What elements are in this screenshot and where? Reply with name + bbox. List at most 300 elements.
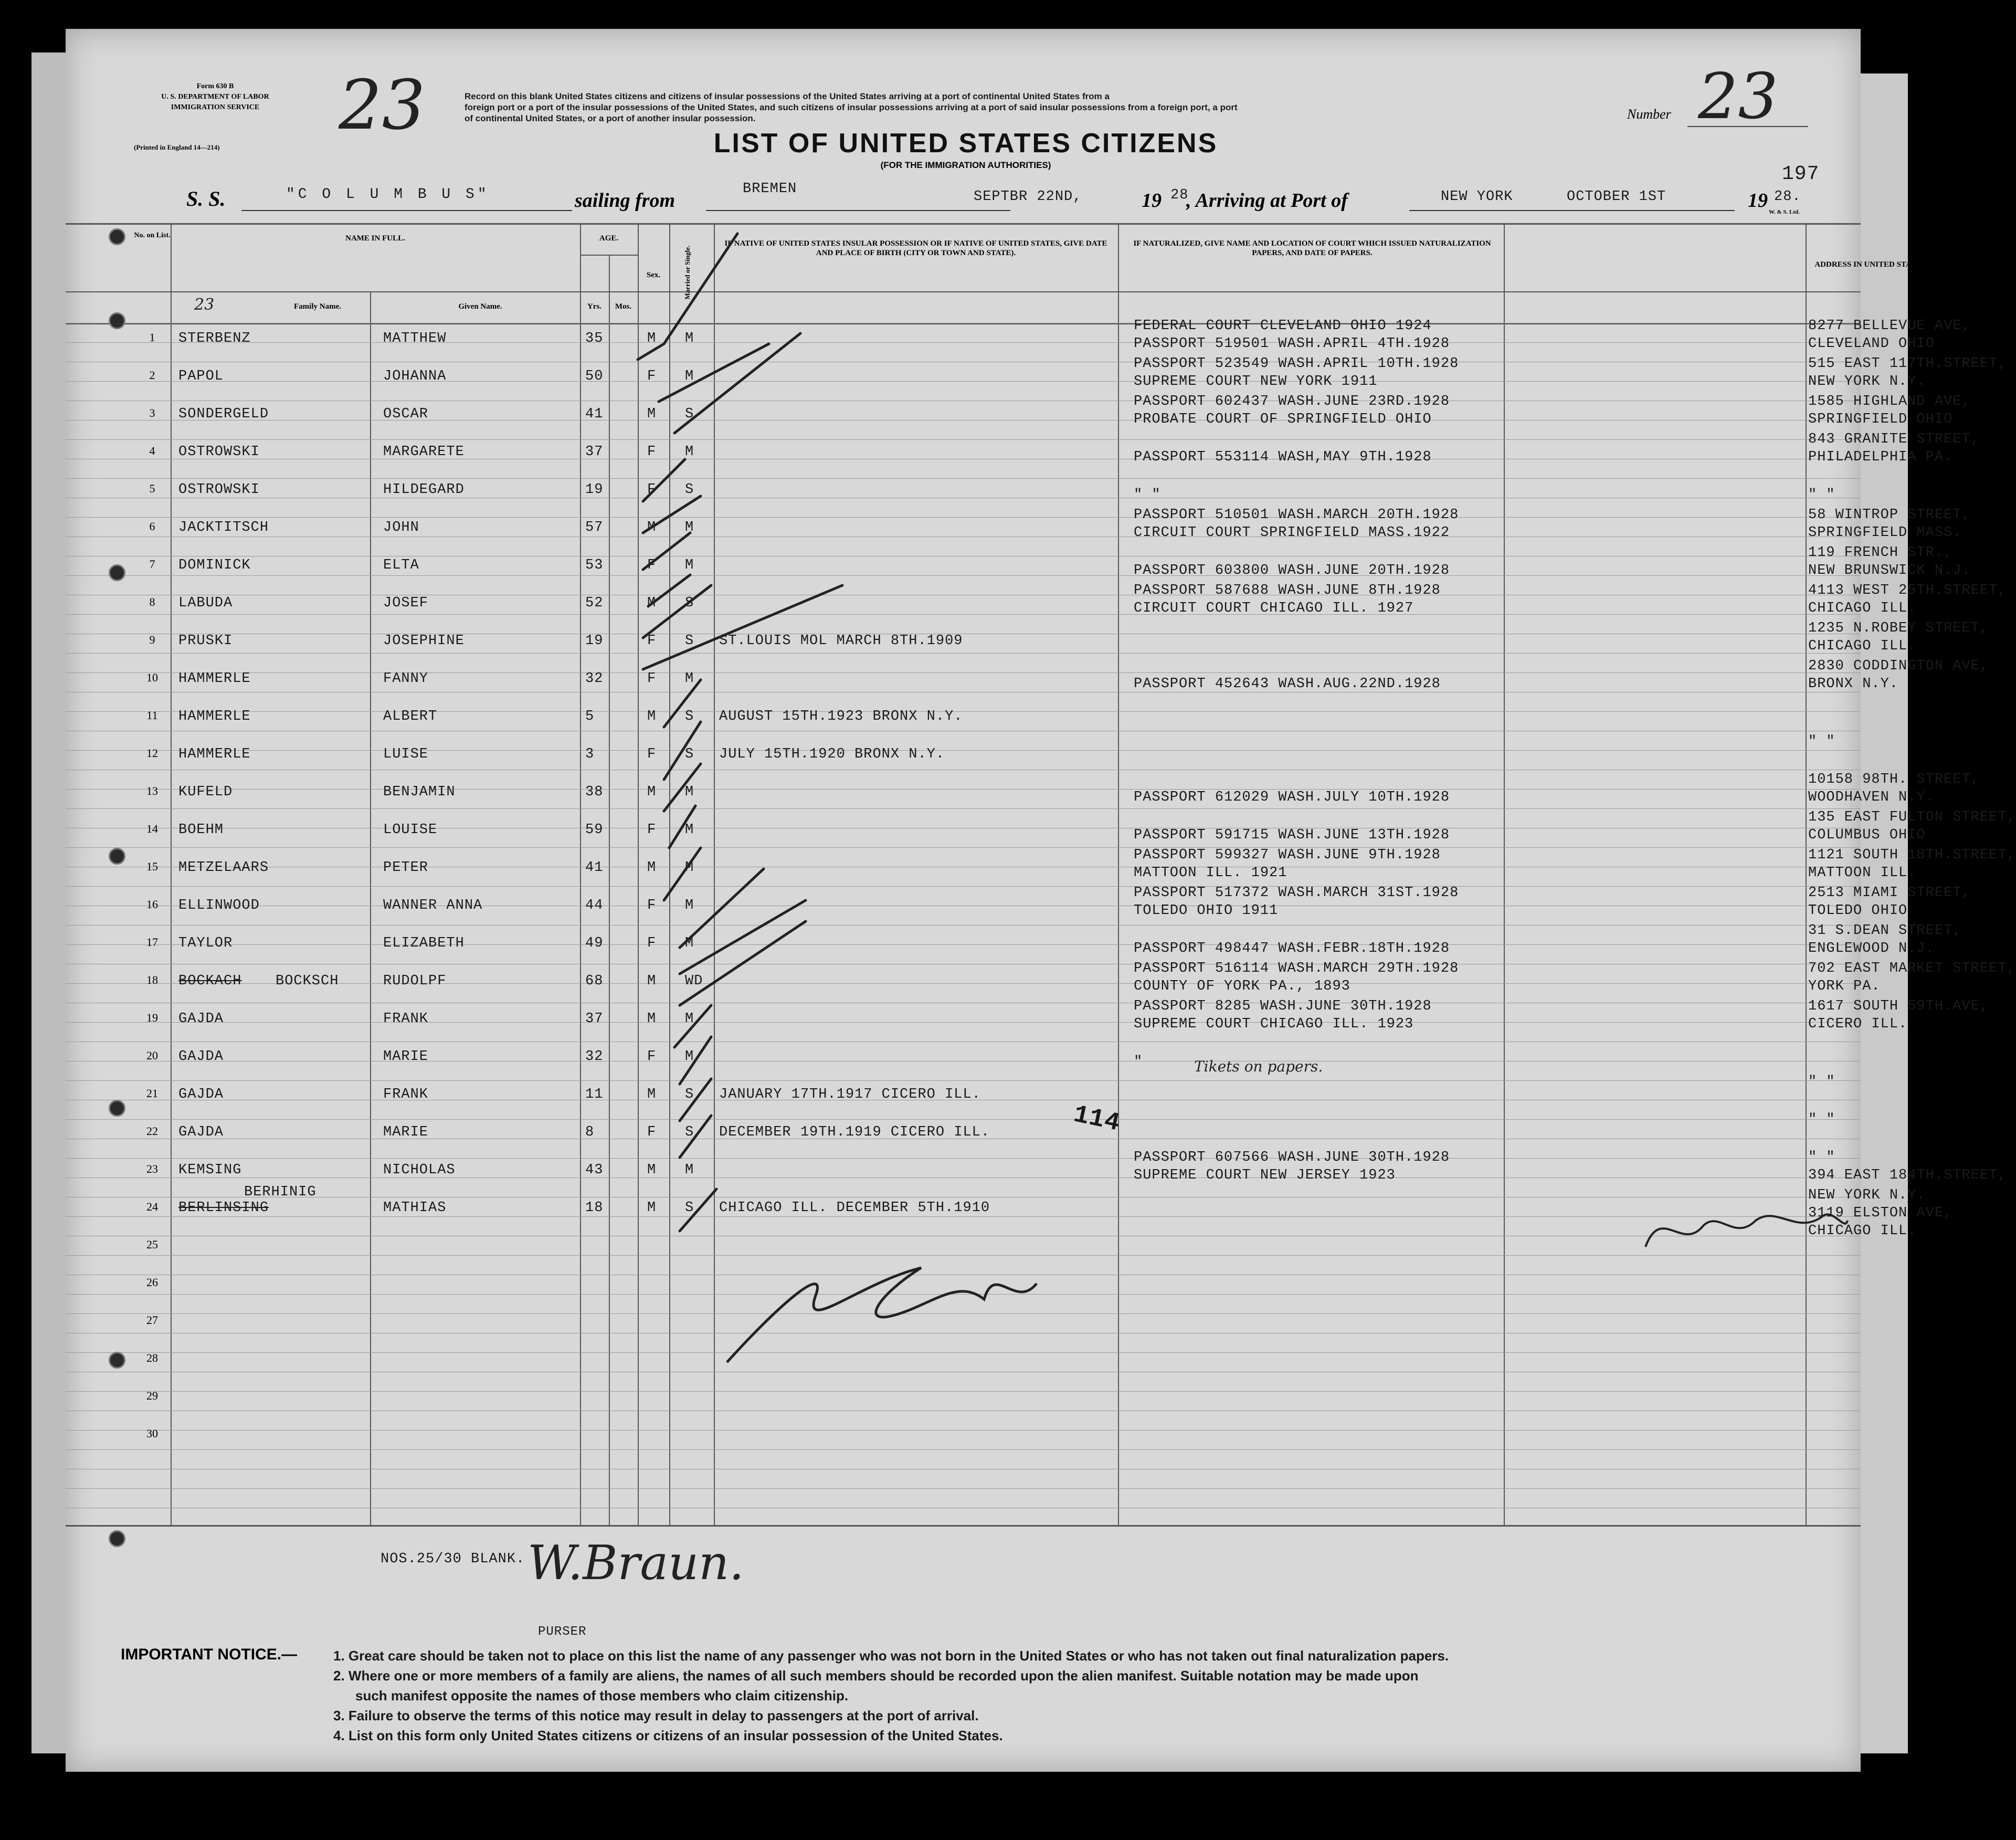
- given-name: HILDEGARD: [383, 482, 465, 498]
- blank-note: NOS.25/30 BLANK.: [381, 1551, 525, 1567]
- punch-hole: [109, 1100, 125, 1117]
- address-line-2: 3119 ELSTON AVE,: [1808, 1205, 1953, 1221]
- naturalization-line-1: PASSPORT 510501 WASH.MARCH 20TH.1928: [1134, 507, 1459, 523]
- row-number: 22: [146, 1124, 158, 1138]
- notice-item: 2. Where one or more members of a family are aliens, the names of all such members should be recorded upon the alien manifest. Suitable notation may be made upon: [333, 1668, 1419, 1684]
- birth-date-place: JANUARY 17TH.1917 CICERO ILL.: [719, 1087, 981, 1102]
- address-line-1: 843 GRANITE STREET,: [1808, 432, 1980, 447]
- birth-date-place: ST.LOUIS MOL MARCH 8TH.1909: [719, 633, 963, 649]
- ruled-line: [66, 672, 1861, 673]
- manifest-page: [66, 29, 2016, 1772]
- marital-status: S: [685, 1124, 694, 1140]
- description-line-2: foreign port or a port of the insular possessions of the United States, and such citizens of insular possessions arriving at a port of said insular possessions from a foreign port, a port: [465, 102, 1238, 112]
- family-name: BERLINSING: [178, 1200, 269, 1216]
- marital-status: WD: [685, 973, 703, 989]
- given-name: MARIE: [383, 1124, 429, 1140]
- given-name: MATHIAS: [383, 1200, 447, 1216]
- punch-hole: [109, 1530, 125, 1547]
- address-line-2: NEW BRUNSWICK N.J.: [1808, 563, 1971, 579]
- notice-item: 3. Failure to observe the terms of this notice may result in delay to passengers at the port of arrival.: [333, 1708, 979, 1723]
- address-line-1: 515 EAST 117TH.STREET,: [1808, 356, 2007, 372]
- arriving-label: , Arriving at Port of: [1186, 190, 1348, 212]
- header-no-on-list: No. on List.: [134, 232, 171, 239]
- given-name: MARGARETE: [383, 444, 465, 460]
- family-name: KEMSING: [178, 1162, 242, 1178]
- naturalization-line-2: MATTOON ILL. 1921: [1134, 865, 1287, 881]
- ruled-line: [66, 1119, 1861, 1120]
- row-number: 16: [146, 898, 158, 911]
- marital-status: S: [685, 1200, 694, 1216]
- address-line-1: 135 EAST FULTON STREET,: [1808, 809, 2016, 825]
- port-from: BREMEN: [743, 181, 797, 197]
- punch-hole: [109, 848, 125, 865]
- address-line-1: 2513 MIAMI STREET,: [1808, 885, 1971, 901]
- sex: M: [647, 331, 657, 346]
- given-name: NICHOLAS: [383, 1162, 456, 1178]
- sex: M: [647, 520, 657, 535]
- header-family-name: Family Name.: [294, 302, 341, 311]
- ruled-line: [66, 1022, 1861, 1023]
- page-stamp-number: 197: [1782, 163, 1820, 185]
- age-years: 52: [585, 595, 604, 611]
- check-mark: [638, 234, 737, 360]
- family-name: OSTROWSKI: [178, 444, 260, 460]
- family-name: HAMMERLE: [178, 671, 251, 687]
- age-sub-rule: [580, 255, 638, 256]
- row-number: 2: [149, 369, 155, 382]
- check-mark: [680, 1116, 711, 1158]
- marital-status: M: [685, 822, 694, 838]
- ruled-line: [66, 342, 1861, 343]
- address-scribble: [1640, 1200, 1850, 1257]
- row-number: 20: [146, 1049, 158, 1062]
- address-line-1: 119 FRENCH STR.,: [1808, 545, 1953, 561]
- year-to: 28.: [1774, 189, 1801, 205]
- naturalization-line-2: SUPREME COURT NEW JERSEY 1923: [1134, 1168, 1396, 1183]
- address-line-2: SPRINGFIELD OHIO: [1808, 412, 1953, 427]
- punch-hole: [109, 1352, 125, 1369]
- address-line-1: 4113 WEST 25TH.STREET,: [1808, 583, 2007, 598]
- sex: F: [647, 1049, 657, 1065]
- address-line-1: 31 S.DEAN STREET,: [1808, 923, 1962, 939]
- family-name: HAMMERLE: [178, 746, 251, 762]
- punch-hole: [109, 228, 125, 245]
- family-name: HAMMERLE: [178, 709, 251, 724]
- sex: F: [647, 1124, 657, 1140]
- header-married-single: Married or Single.: [683, 245, 691, 300]
- age-years: 57: [585, 520, 604, 535]
- marital-status: M: [685, 935, 694, 951]
- notice-item: 1. Great care should be taken not to place on this list the name of any passenger who was not born in the United States or who has not taken out final naturalization papers.: [333, 1648, 1449, 1664]
- row-number: 15: [146, 860, 158, 873]
- ruled-line: [66, 653, 1861, 654]
- family-name: ELLINWOOD: [178, 898, 260, 913]
- check-mark: [664, 680, 701, 727]
- number-label: Number: [1627, 107, 1671, 122]
- address-line-2: PHILADELPHIA PA.: [1808, 449, 1953, 465]
- col-line-addr: [1806, 223, 1807, 1525]
- row-number: 30: [146, 1427, 158, 1440]
- sex: F: [647, 444, 657, 460]
- age-years: 37: [585, 444, 604, 460]
- family-name: TAYLOR: [178, 935, 233, 951]
- header-given-name: Given Name.: [458, 302, 502, 311]
- number-underline: [1687, 126, 1808, 127]
- address-line-1: 1617 SOUTH 59TH.AVE,: [1808, 998, 1989, 1014]
- address-line-2: CLEVELAND OHIO: [1808, 336, 1935, 352]
- check-mark: [674, 1005, 711, 1047]
- marital-status: M: [685, 1049, 694, 1065]
- address-line-2: CICERO ILL.: [1808, 1016, 1908, 1032]
- naturalization-line-2: PASSPORT 603800 WASH.JUNE 20TH.1928: [1134, 563, 1450, 579]
- age-years: 8: [585, 1124, 595, 1140]
- department-label: U. S. DEPARTMENT OF LABOR: [161, 93, 269, 101]
- col-line-birth: [1118, 223, 1119, 1525]
- naturalization-line-2: SUPREME COURT CHICAGO ILL. 1923: [1134, 1016, 1414, 1032]
- sex: M: [647, 784, 657, 800]
- address-line-2: ENGLEWOOD N.J.: [1808, 941, 1935, 956]
- purser-label: PURSER: [538, 1625, 587, 1639]
- page-title: LIST OF UNITED STATES CITIZENS: [713, 128, 1218, 159]
- naturalization-line-2: SUPREME COURT NEW YORK 1911: [1134, 374, 1378, 390]
- naturalization-line-2: PASSPORT 519501 WASH.APRIL 4TH.1928: [1134, 336, 1450, 352]
- check-mark: [680, 1079, 711, 1121]
- sex: F: [647, 633, 657, 649]
- naturalization-line-1: PASSPORT 8285 WASH.JUNE 30TH.1928: [1134, 998, 1432, 1014]
- naturalization-line-1: PASSPORT 607566 WASH.JUNE 30TH.1928: [1134, 1150, 1450, 1165]
- given-name: BENJAMIN: [383, 784, 456, 800]
- sailing-label: sailing from: [575, 190, 675, 212]
- check-mark: [643, 459, 685, 501]
- row-number: 23: [146, 1162, 158, 1175]
- given-name: ALBERT: [383, 709, 438, 724]
- address-line-1: 1121 SOUTH 18TH.STREET,: [1808, 847, 2016, 863]
- marital-status: S: [685, 709, 694, 724]
- ss-label: S. S.: [186, 187, 226, 211]
- naturalization-line-1: PASSPORT 587688 WASH.JUNE 8TH.1928: [1134, 583, 1441, 598]
- age-years: 3: [585, 746, 595, 762]
- family-name: GAJDA: [178, 1049, 224, 1065]
- given-name: RUDOLPF: [383, 973, 447, 989]
- check-mark: [643, 585, 842, 669]
- family-name: OSTROWSKI: [178, 482, 260, 498]
- address-line-1: 10158 98TH. STREET,: [1808, 772, 1980, 787]
- header-address: ADDRESS IN UNITED STATES.: [1814, 260, 1928, 269]
- family-name: KUFELD: [178, 784, 233, 800]
- family-name: GAJDA: [178, 1011, 224, 1027]
- sex: F: [647, 935, 657, 951]
- address-line-2: 394 EAST 184TH.STREET,: [1808, 1168, 2007, 1183]
- page-edge-left: [31, 52, 68, 1753]
- address-line-1: " ": [1808, 1112, 1835, 1128]
- col-line-no: [171, 223, 172, 1525]
- col-line-family: [370, 291, 371, 1525]
- row-number: 14: [146, 822, 158, 835]
- given-name: ELIZABETH: [383, 935, 465, 951]
- address-line-2: CHICAGO ILL.: [1808, 601, 1917, 616]
- table-top-rule: [66, 223, 1861, 225]
- naturalization-line-2: PASSPORT 452643 WASH.AUG.22ND.1928: [1134, 676, 1441, 692]
- ruled-line: [66, 1449, 1861, 1450]
- sex: M: [647, 709, 657, 724]
- birth-date-place: JULY 15TH.1920 BRONX N.Y.: [719, 746, 945, 762]
- ruled-line: [66, 517, 1861, 518]
- row-number: 3: [149, 406, 155, 419]
- naturalization-line-1: PASSPORT 516114 WASH.MARCH 29TH.1928: [1134, 961, 1459, 976]
- age-years: 32: [585, 1049, 604, 1065]
- marital-status: S: [685, 406, 694, 422]
- address-line-1: 2830 CODDINGTON AVE,: [1808, 658, 1989, 674]
- birth-date-place: CHICAGO ILL. DECEMBER 5TH.1910: [719, 1200, 990, 1216]
- family-name: LABUDA: [178, 595, 233, 611]
- col-line-name: [580, 223, 581, 1525]
- marital-status: M: [685, 898, 694, 913]
- marital-status: M: [685, 520, 694, 535]
- date-from: SEPTBR 22ND,: [974, 189, 1082, 205]
- address-line-2: CHICAGO ILL.: [1808, 638, 1917, 654]
- sex: M: [647, 595, 657, 611]
- notice-item: such manifest opposite the names of those members who claim citizenship.: [355, 1688, 849, 1704]
- row-number: 26: [146, 1276, 158, 1289]
- ruled-line: [66, 925, 1861, 926]
- check-mark: [680, 869, 764, 948]
- row-number: 17: [146, 935, 158, 949]
- row-number: 6: [149, 520, 155, 533]
- address-line-2: BRONX N.Y.: [1808, 676, 1899, 692]
- sex: F: [647, 746, 657, 762]
- address-line-2: COLUMBUS OHIO: [1808, 827, 1926, 843]
- col-line-yrs: [609, 255, 610, 1525]
- purser-signature: W.Braun.: [527, 1536, 744, 1591]
- address-line-1: 702 EAST MARKET STREET,: [1808, 961, 2016, 976]
- naturalization-line-2: TOLEDO OHIO 1911: [1134, 903, 1279, 919]
- age-years: 37: [585, 1011, 604, 1027]
- date-to: OCTOBER 1ST: [1567, 189, 1666, 205]
- family-name-corrected: BOCKSCH: [276, 973, 339, 989]
- header-mos: Mos.: [615, 302, 632, 311]
- marital-status: S: [685, 595, 694, 611]
- marital-status: S: [685, 746, 694, 762]
- ruled-line: [66, 711, 1861, 712]
- row-number: 9: [149, 633, 155, 646]
- header-list-number: 23: [194, 296, 215, 314]
- age-years: 49: [585, 935, 604, 951]
- age-years: 44: [585, 898, 604, 913]
- age-years: 19: [585, 633, 604, 649]
- row-number: 13: [146, 784, 158, 797]
- form-agency-block: [155, 81, 276, 113]
- header-naturalized: IF NATURALIZED, GIVE NAME AND LOCATION OF COURT WHICH ISSUED NATURALIZATION PAPERS, AND DATE OF PAPERS.: [1133, 239, 1491, 257]
- birth-date-place: DECEMBER 19TH.1919 CICERO ILL.: [719, 1124, 990, 1140]
- row-number: 12: [146, 746, 158, 760]
- given-name: MARIE: [383, 1049, 429, 1065]
- naturalization-line-1: PASSPORT 599327 WASH.JUNE 9TH.1928: [1134, 847, 1441, 863]
- sex: M: [647, 1087, 657, 1102]
- sex: M: [647, 973, 657, 989]
- family-name: PAPOL: [178, 369, 224, 384]
- row-number: 21: [146, 1087, 158, 1100]
- form-description: [465, 91, 1556, 124]
- naturalization-line-2: PROBATE COURT OF SPRINGFIELD OHIO: [1134, 412, 1432, 427]
- address-line-2: " ": [1808, 487, 1835, 503]
- address-line-1: 1235 N.ROBEY STREET,: [1808, 621, 1989, 636]
- row-number: 19: [146, 1011, 158, 1024]
- marital-status: M: [685, 331, 694, 346]
- naturalization-line-2: COUNTY OF YORK PA., 1893: [1134, 979, 1350, 994]
- naturalization-line-1: PASSPORT 602437 WASH.JUNE 23RD.1928: [1134, 394, 1450, 409]
- age-years: 35: [585, 331, 604, 346]
- ruled-line: [66, 789, 1861, 790]
- family-name: SONDERGELD: [178, 406, 269, 422]
- given-name: LOUISE: [383, 822, 438, 838]
- notice-heading: IMPORTANT NOTICE.—: [121, 1646, 298, 1663]
- check-mark: [669, 806, 695, 848]
- notice-list: [333, 1646, 1855, 1746]
- sex: F: [647, 898, 657, 913]
- address-line-1: 1585 HIGHLAND AVE,: [1808, 394, 1971, 409]
- ruled-line: [66, 439, 1861, 440]
- marital-status: S: [685, 633, 694, 649]
- ruled-line: [66, 944, 1861, 945]
- marital-status: M: [685, 671, 694, 687]
- service-label: IMMIGRATION SERVICE: [171, 103, 260, 111]
- row-number: 27: [146, 1313, 158, 1327]
- year-prefix: 19: [1142, 190, 1162, 212]
- family-name: PRUSKI: [178, 633, 233, 649]
- check-marks: [632, 218, 895, 1268]
- address-line-1: 58 WINTROP STREET,: [1808, 507, 1971, 523]
- ruled-line: [66, 1216, 1861, 1217]
- naturalization-line-1: PASSPORT 517372 WASH.MARCH 31ST.1928: [1134, 885, 1459, 901]
- ruled-line: [66, 1430, 1861, 1431]
- given-name: PETER: [383, 860, 429, 876]
- age-years: 50: [585, 369, 604, 384]
- address-line-extra: CHICAGO ILL.: [1808, 1223, 1917, 1239]
- marital-status: M: [685, 369, 694, 384]
- marital-status: S: [685, 1087, 694, 1102]
- row-number: 18: [146, 973, 158, 986]
- given-name: JOHANNA: [383, 369, 447, 384]
- ruled-line: [66, 847, 1861, 848]
- ruled-line: [66, 808, 1861, 809]
- sex: F: [647, 822, 657, 838]
- ruled-line: [66, 381, 1861, 382]
- check-mark: [680, 1189, 716, 1231]
- punch-hole: [109, 564, 125, 581]
- row-number: 7: [149, 558, 155, 571]
- family-name: JACKTITSCH: [178, 520, 269, 535]
- marital-status: M: [685, 784, 694, 800]
- address-line-1: " ": [1808, 1074, 1835, 1090]
- address-line-2: NEW YORK N.Y.: [1808, 374, 1926, 390]
- naturalization-line-2: CIRCUIT COURT SPRINGFIELD MASS.1922: [1134, 525, 1450, 541]
- sex: M: [647, 406, 657, 422]
- handwritten-note: Tikets on papers.: [1194, 1058, 1323, 1075]
- port-from-line: [706, 210, 1010, 211]
- age-years: 11: [585, 1087, 604, 1102]
- row-number: 28: [146, 1351, 158, 1364]
- notice-item: 4. List on this form only United States citizens or citizens of an insular possession of the United States.: [333, 1728, 1003, 1743]
- row-number: 4: [149, 444, 155, 457]
- age-years: 32: [585, 671, 604, 687]
- row-number: 8: [149, 595, 155, 608]
- sex: M: [647, 1162, 657, 1178]
- check-mark: [664, 848, 701, 900]
- row-number: 5: [149, 482, 155, 495]
- header-sex: Sex.: [646, 271, 661, 279]
- age-years: 59: [585, 822, 604, 838]
- given-name: FRANK: [383, 1011, 429, 1027]
- row-number: 11: [146, 709, 158, 722]
- header-middle-rule: [66, 291, 1861, 292]
- marital-status: S: [685, 482, 694, 498]
- sex: F: [647, 369, 657, 384]
- form-number: Form 630 B: [196, 82, 234, 90]
- family-name: STERBENZ: [178, 331, 251, 346]
- naturalization-line-2: PASSPORT 498447 WASH.FEBR.18TH.1928: [1134, 941, 1450, 956]
- marital-status: M: [685, 1011, 694, 1027]
- age-years: 43: [585, 1162, 604, 1178]
- ship-line: [241, 210, 572, 211]
- given-name: JOHN: [383, 520, 419, 535]
- sex: M: [647, 1200, 657, 1216]
- address-line-2: MATTOON ILL.: [1808, 865, 1917, 881]
- family-name: BOCKACH: [178, 973, 242, 989]
- sex: M: [647, 860, 657, 876]
- age-years: 53: [585, 558, 604, 573]
- row-number: 24: [146, 1200, 158, 1213]
- ruled-line: [66, 1177, 1861, 1178]
- punch-hole: [109, 312, 125, 329]
- number-value: 23: [1698, 60, 1778, 133]
- given-name: MATTHEW: [383, 331, 447, 346]
- age-years: 68: [585, 973, 604, 989]
- naturalization-line-2: PASSPORT 591715 WASH.JUNE 13TH.1928: [1134, 827, 1450, 843]
- naturalization-line-2: CIRCUIT COURT CHICAGO ILL. 1927: [1134, 601, 1414, 616]
- row-number: 1: [149, 331, 155, 344]
- header-yrs: Yrs.: [587, 302, 602, 311]
- age-years: 19: [585, 482, 604, 498]
- address-line-1: NEW YORK N.Y.: [1808, 1187, 1926, 1203]
- given-name: JOSEF: [383, 595, 429, 611]
- given-name: ELTA: [383, 558, 419, 573]
- given-name: WANNER ANNA: [383, 898, 483, 913]
- ruled-line: [66, 886, 1861, 887]
- address-line-1: " ": [1808, 734, 1835, 750]
- col-line-nat: [1504, 223, 1505, 1525]
- naturalization-line-2: " ": [1134, 487, 1161, 503]
- description-line-1: Record on this blank United States citizens and citizens of insular possessions of the United States arriving at a port of continental United States from a: [465, 91, 1110, 101]
- marital-status: M: [685, 1162, 694, 1178]
- year-from: 28: [1170, 187, 1189, 203]
- port-to: NEW YORK: [1441, 189, 1513, 205]
- given-name: FANNY: [383, 671, 429, 687]
- given-name: JOSEPHINE: [383, 633, 465, 649]
- port-to-line: [1409, 210, 1735, 211]
- signature-scribble: [722, 1231, 1089, 1389]
- header-age: AGE.: [599, 234, 619, 243]
- family-name: GAJDA: [178, 1087, 224, 1102]
- age-years: 38: [585, 784, 604, 800]
- marital-status: M: [685, 558, 694, 573]
- address-line-2: TOLEDO OHIO: [1808, 903, 1908, 919]
- naturalization-line-1: FEDERAL COURT CLEVELAND OHIO 1924: [1134, 318, 1432, 334]
- birth-date-place: AUGUST 15TH.1923 BRONX N.Y.: [719, 709, 963, 724]
- address-line-1: " ": [1808, 1150, 1835, 1165]
- row-number: 29: [146, 1389, 158, 1402]
- naturalization-line-1: PASSPORT 523549 WASH.APRIL 10TH.1928: [1134, 356, 1459, 372]
- sex: F: [647, 558, 657, 573]
